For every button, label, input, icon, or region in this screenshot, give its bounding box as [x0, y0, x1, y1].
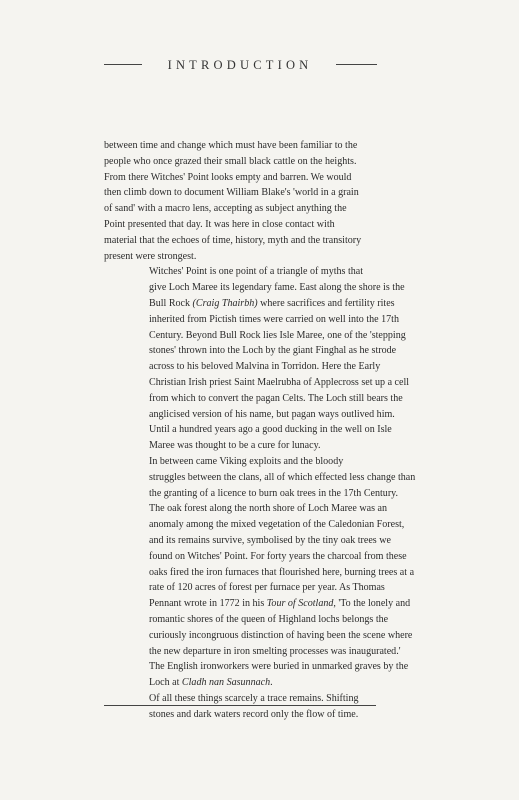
italic-title: Tour of Scotland — [266, 598, 334, 610]
text-line: found on Witches' Point. For forty years the charcoal from these — [149, 550, 407, 562]
text-line: and its remains survive, symbolised by the tiny oak trees we — [149, 534, 391, 546]
body-text — [104, 138, 416, 722]
text-line: Until a hundred years ago a good ducking in the well on Isle — [149, 424, 392, 436]
text-line: anomaly among the mixed vegetation of the Caledonian Forest, — [149, 519, 405, 531]
text-line: people who once grazed their small black cattle on the heights. — [104, 155, 357, 167]
chapter-title: INTRODUCTION — [167, 58, 313, 72]
text-line: the granting of a licence to burn oak trees in the 17th Century. — [149, 487, 399, 499]
italic-title: (Craig Thairbh) — [192, 297, 258, 309]
text-line: Pennant wrote in 1772 in his Tour of Scotland, 'To the lonely and — [149, 598, 411, 610]
text-line: rate of 120 acres of forest per furnace per year. As Thomas — [149, 582, 385, 594]
text-line: oaks fired the iron furnaces that flourished here, burning trees at a — [149, 566, 415, 578]
text-line: struggles between the clans, all of which effected less change than — [149, 471, 416, 483]
text-line: romantic shores of the queen of Highland lochs belongs the — [149, 613, 389, 625]
text-line: of sand' with a macro lens, accepting as subject anything the — [104, 203, 347, 215]
text-line: Witches' Point is one point of a triangle of myths that — [149, 266, 364, 278]
text-line: material that the echoes of time, history, myth and the transitory — [104, 234, 362, 246]
paragraph-3 — [104, 454, 416, 691]
text-line: In between came Viking exploits and the bloody — [149, 455, 344, 467]
text-line: curiously incongruous distinction of having been the scene where — [149, 629, 413, 641]
header-rule-right — [336, 64, 377, 65]
text-line: Bull Rock (Craig Thairbh) where sacrifices and fertility rites — [149, 297, 395, 309]
page-header — [0, 55, 519, 75]
paragraph-1 — [104, 138, 389, 264]
text-line: between time and change which must have been familiar to the — [104, 140, 358, 151]
text-line: Christian Irish priest Saint Maelrubha of Applecross set up a cell — [149, 376, 410, 388]
text-line: From there Witches' Point looks empty and barren. We would — [104, 171, 352, 183]
text-line: stones' thrown into the Loch by the giant Finghal as he strode — [149, 345, 397, 357]
footer-rule — [104, 705, 376, 706]
text-line: then climb down to document William Blake's 'world in a grain — [104, 187, 359, 199]
italic-title: Cladh nan Sasunnach — [181, 677, 271, 689]
text-line: Of all these things scarcely a trace remains. Shifting — [149, 692, 359, 704]
text-line: across to his beloved Malvina in Torridon. Here the Early — [149, 361, 381, 373]
text-line: Point presented that day. It was here in close contact with — [104, 218, 335, 230]
text-line: the new departure in iron smelting processes was inaugurated.' — [149, 645, 401, 657]
text-line: The oak forest along the north shore of Loch Maree was an — [149, 503, 387, 515]
paragraph-2 — [104, 264, 410, 454]
text-line: inherited from Pictish times were carried on well into the 17th — [149, 313, 399, 325]
text-line: stones and dark waters record only the flow of time. — [149, 708, 359, 720]
text-line: from which to convert the pagan Celts. The Loch still bears the — [149, 392, 403, 404]
text-line: anglicised version of his name, but pagan ways outlived him. — [149, 408, 395, 420]
text-line: give Loch Maree its legendary fame. East along the shore is the — [149, 282, 405, 294]
text-line: present were strongest. — [104, 250, 197, 262]
text-line: The English ironworkers were buried in unmarked graves by the — [149, 661, 409, 673]
text-line: Century. Beyond Bull Rock lies Isle Maree, one of the 'stepping — [149, 329, 406, 341]
text-line: Loch at Cladh nan Sasunnach. — [149, 677, 273, 689]
header-rule-left — [104, 64, 142, 65]
paragraph-4 — [104, 691, 389, 723]
text-line: Maree was thought to be a cure for lunacy. — [149, 440, 321, 452]
